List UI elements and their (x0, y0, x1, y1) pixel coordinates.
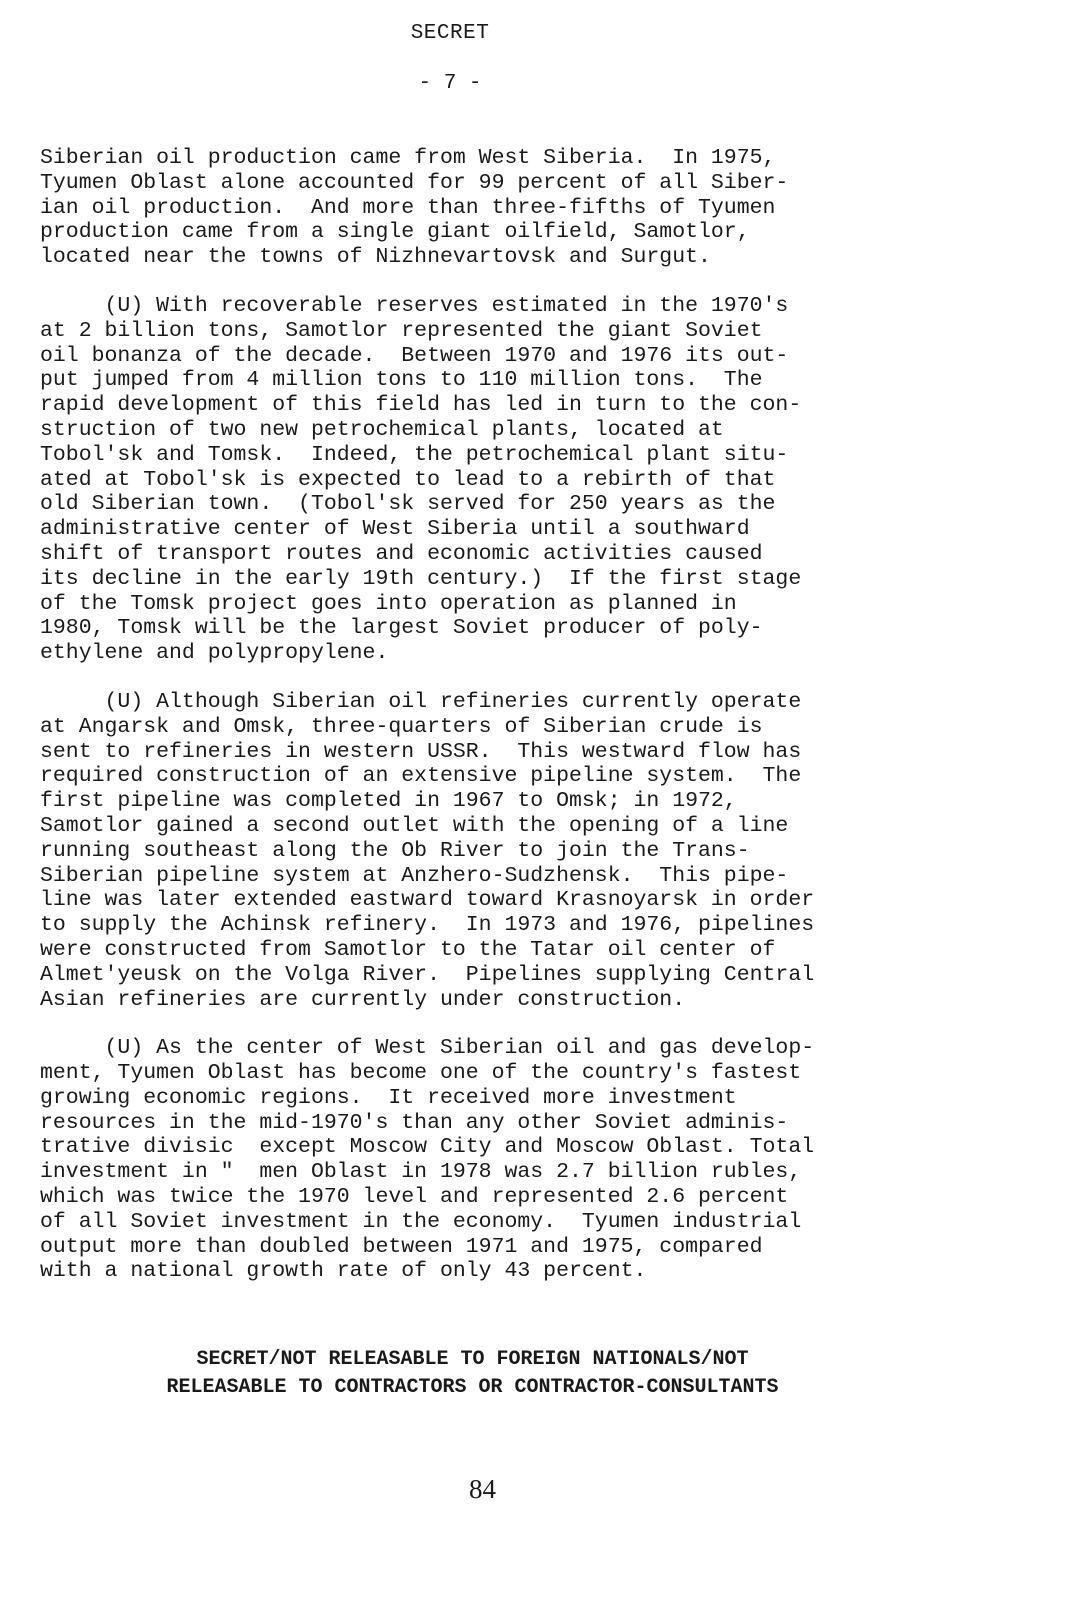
text-line: first pipeline was completed in 1967 to Omsk; in 1972, (40, 789, 737, 814)
text-line: ment, Tyumen Oblast has become one of the country's fastest (40, 1061, 802, 1086)
paragraph-4 (40, 1036, 940, 1284)
text-line: oil bonanza of the decade. Between 1970 and 1976 its out- (40, 343, 789, 368)
text-line: running southeast along the Ob River to join the Trans- (40, 838, 750, 863)
document-body (40, 146, 940, 1308)
text-line: its decline in the early 19th century.) If the first stage (40, 566, 802, 591)
text-line: with a national growth rate of only 43 percent. (40, 1259, 647, 1284)
text-line: at 2 billion tons, Samotlor represented the giant Soviet (40, 318, 763, 343)
text-line: at Angarsk and Omsk, three-quarters of Siberian crude is (40, 714, 763, 739)
paragraph-1 (40, 146, 940, 270)
text-line: Siberian pipeline system at Anzhero-Sudzhensk. This pipe- (40, 863, 789, 888)
text-line: of all Soviet investment in the economy. Tyumen industrial (40, 1209, 802, 1234)
text-line: rapid development of this field has led in turn to the con- (40, 393, 802, 418)
text-line: Almet'yeusk on the Volga River. Pipelines supplying Central (40, 962, 815, 987)
text-line: Asian refineries are currently under construction. (40, 987, 686, 1012)
text-line: line was later extended eastward toward Krasnoyarsk in order (40, 888, 815, 913)
page-marker: - 7 - (418, 72, 482, 95)
text-line: output more than doubled between 1971 and 1975, compared (40, 1234, 763, 1259)
text-line: Siberian oil production came from West Siberia. In 1975, (40, 146, 776, 170)
text-line: growing economic regions. It received more investment (40, 1085, 737, 1110)
text-line: production came from a single giant oilfield, Samotlor, (40, 220, 750, 245)
text-line: ated at Tobol'sk is expected to lead to a rebirth of that (40, 467, 776, 492)
text-line: of the Tomsk project goes into operation as planned in (40, 591, 737, 616)
text-line: Samotlor gained a second outlet with the opening of a line (40, 813, 789, 838)
text-line: trative divisic except Moscow City and Moscow Oblast. Total (40, 1135, 815, 1160)
text-line: investment in " men Oblast in 1978 was 2.7 billion rubles, (40, 1160, 802, 1185)
footer-classification-marking (0, 1346, 945, 1402)
paragraph-2 (40, 294, 940, 666)
text-line: required construction of an extensive pipeline system. The (40, 764, 802, 789)
text-line: 1980, Tomsk will be the largest Soviet producer of poly- (40, 616, 763, 641)
text-line: sent to refineries in western USSR. This westward flow has (40, 739, 802, 764)
text-line: struction of two new petrochemical plants, located at (40, 417, 724, 442)
text-line: (U) Although Siberian oil refineries currently operate (40, 689, 802, 714)
header-classification-marking: SECRET (410, 22, 490, 45)
footer-marking-line: SECRET/NOT RELEASABLE TO FOREIGN NATIONALS/NOT (196, 1348, 749, 1371)
text-line: ian oil production. And more than three-fifths of Tyumen (40, 195, 776, 220)
text-line: ethylene and polypropylene. (40, 641, 389, 666)
text-line: put jumped from 4 million tons to 110 million tons. The (40, 368, 763, 393)
text-line: old Siberian town. (Tobol'sk served for 250 years as the (40, 492, 776, 517)
text-line: administrative center of West Siberia until a southward (40, 517, 750, 542)
text-line: were constructed from Samotlor to the Tatar oil center of (40, 937, 776, 962)
text-line: to supply the Achinsk refinery. In 1973 and 1976, pipelines (40, 913, 815, 938)
text-line: Tobol'sk and Tomsk. Indeed, the petrochemical plant situ- (40, 442, 789, 467)
footer-marking-line: RELEASABLE TO CONTRACTORS OR CONTRACTOR-CONSULTANTS (166, 1376, 779, 1399)
paragraph-3 (40, 690, 940, 1012)
page-number: 84 (469, 1474, 496, 1504)
text-line: Tyumen Oblast alone accounted for 99 percent of all Siber- (40, 170, 789, 195)
text-line: shift of transport routes and economic activities caused (40, 541, 763, 566)
text-line: resources in the mid-1970's than any other Soviet adminis- (40, 1110, 789, 1135)
text-line: (U) As the center of West Siberian oil and gas develop- (40, 1036, 815, 1061)
text-line: (U) With recoverable reserves estimated in the 1970's (40, 293, 789, 318)
text-line: which was twice the 1970 level and represented 2.6 percent (40, 1185, 789, 1210)
text-line: located near the towns of Nizhnevartovsk and Surgut. (40, 245, 711, 270)
